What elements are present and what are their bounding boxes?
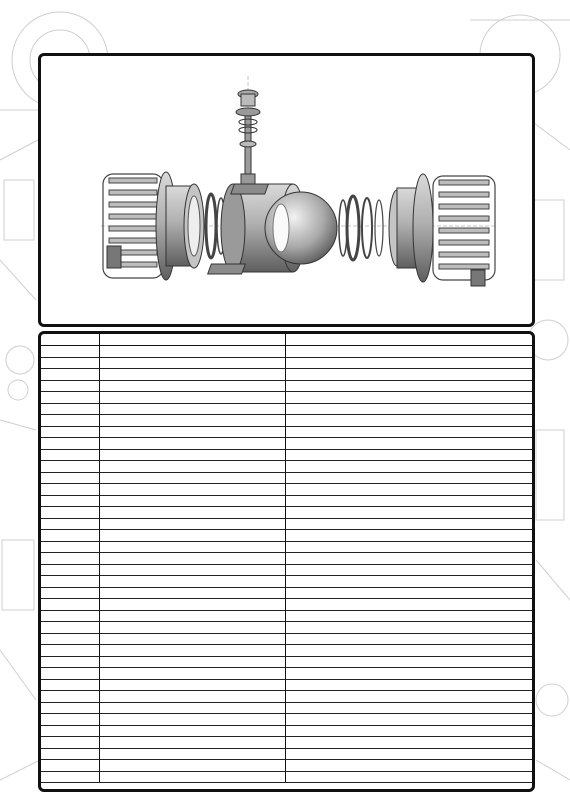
material-cell	[285, 553, 532, 565]
table-row	[41, 737, 532, 749]
item-no-cell	[41, 461, 99, 473]
exploded-view-svg	[41, 56, 532, 324]
table-row	[41, 357, 532, 369]
material-cell	[285, 622, 532, 634]
table-row	[41, 518, 532, 530]
material-cell	[285, 564, 532, 576]
header-item-no	[41, 334, 99, 346]
table-row	[41, 484, 532, 496]
table-row	[41, 369, 532, 381]
part-number-cell	[99, 415, 285, 427]
part-number-cell	[99, 702, 285, 714]
material-cell	[285, 737, 532, 749]
part-number-cell	[99, 369, 285, 381]
item-no-cell	[41, 679, 99, 691]
part-number-cell	[99, 541, 285, 553]
table-row	[41, 714, 532, 726]
item-no-cell	[41, 530, 99, 542]
table-row	[41, 346, 532, 358]
part-number-cell	[99, 449, 285, 461]
stem-assembly	[236, 90, 260, 174]
material-cell	[285, 541, 532, 553]
material-cell	[285, 449, 532, 461]
table-row	[41, 760, 532, 772]
material-cell	[285, 702, 532, 714]
table-row	[41, 564, 532, 576]
part-number-cell	[99, 553, 285, 565]
item-no-cell	[41, 714, 99, 726]
part-number-cell	[99, 771, 285, 783]
table-row	[41, 702, 532, 714]
item-no-cell	[41, 357, 99, 369]
part-number-cell	[99, 714, 285, 726]
table-row	[41, 679, 532, 691]
item-no-cell	[41, 495, 99, 507]
material-cell	[285, 346, 532, 358]
table-row	[41, 599, 532, 611]
part-number-cell	[99, 392, 285, 404]
material-cell	[285, 369, 532, 381]
item-no-cell	[41, 668, 99, 680]
table-row	[41, 541, 532, 553]
table-row	[41, 645, 532, 657]
material-cell	[285, 599, 532, 611]
left-stud-bolts	[103, 174, 163, 278]
table-row	[41, 472, 532, 484]
item-no-cell	[41, 610, 99, 622]
item-no-cell	[41, 415, 99, 427]
material-cell	[285, 495, 532, 507]
exploded-view-drawing	[38, 53, 535, 327]
part-number-cell	[99, 564, 285, 576]
right-seat-rings	[339, 196, 383, 260]
material-cell	[285, 426, 532, 438]
table-row	[41, 426, 532, 438]
part-number-cell	[99, 507, 285, 519]
item-no-cell	[41, 472, 99, 484]
material-cell	[285, 518, 532, 530]
item-no-cell	[41, 587, 99, 599]
part-number-cell	[99, 484, 285, 496]
part-number-cell	[99, 380, 285, 392]
part-number-cell	[99, 748, 285, 760]
right-end-body	[389, 174, 433, 282]
part-number-cell	[99, 691, 285, 703]
table-row	[41, 610, 532, 622]
table-row	[41, 587, 532, 599]
part-number-cell	[99, 403, 285, 415]
part-number-cell	[99, 737, 285, 749]
material-cell	[285, 380, 532, 392]
item-no-cell	[41, 553, 99, 565]
material-cell	[285, 415, 532, 427]
item-no-cell	[41, 564, 99, 576]
parts-table	[41, 334, 532, 783]
item-no-cell	[41, 392, 99, 404]
male-body	[156, 172, 204, 280]
table-row	[41, 392, 532, 404]
obturator-ball	[265, 192, 337, 264]
part-number-cell	[99, 530, 285, 542]
table-row	[41, 415, 532, 427]
header-part-number	[99, 334, 285, 346]
item-no-cell	[41, 380, 99, 392]
material-cell	[285, 530, 532, 542]
table-row	[41, 576, 532, 588]
item-no-cell	[41, 725, 99, 737]
material-cell	[285, 403, 532, 415]
part-number-cell	[99, 645, 285, 657]
item-no-cell	[41, 346, 99, 358]
item-no-cell	[41, 737, 99, 749]
material-cell	[285, 633, 532, 645]
table-row	[41, 380, 532, 392]
part-number-cell	[99, 622, 285, 634]
material-cell	[285, 679, 532, 691]
material-cell	[285, 645, 532, 657]
item-no-cell	[41, 541, 99, 553]
material-cell	[285, 587, 532, 599]
table-row	[41, 771, 532, 783]
item-no-cell	[41, 403, 99, 415]
material-cell	[285, 484, 532, 496]
material-cell	[285, 771, 532, 783]
material-cell	[285, 357, 532, 369]
item-no-cell	[41, 771, 99, 783]
material-cell	[285, 438, 532, 450]
part-number-cell	[99, 357, 285, 369]
part-number-cell	[99, 576, 285, 588]
right-stud-bolts	[433, 176, 495, 286]
material-cell	[285, 714, 532, 726]
table-header-row	[41, 334, 532, 346]
item-no-cell	[41, 691, 99, 703]
header-standard-materials	[285, 334, 532, 346]
item-no-cell	[41, 576, 99, 588]
table-row	[41, 530, 532, 542]
material-cell	[285, 656, 532, 668]
part-number-cell	[99, 495, 285, 507]
part-number-cell	[99, 633, 285, 645]
table-row	[41, 438, 532, 450]
part-number-cell	[99, 760, 285, 772]
material-cell	[285, 610, 532, 622]
part-number-cell	[99, 426, 285, 438]
table-row	[41, 668, 532, 680]
material-cell	[285, 760, 532, 772]
part-number-cell	[99, 610, 285, 622]
table-row	[41, 507, 532, 519]
table-row	[41, 449, 532, 461]
table-row	[41, 725, 532, 737]
item-no-cell	[41, 656, 99, 668]
material-cell	[285, 472, 532, 484]
material-cell	[285, 748, 532, 760]
item-no-cell	[41, 426, 99, 438]
item-no-cell	[41, 622, 99, 634]
material-cell	[285, 392, 532, 404]
part-number-cell	[99, 461, 285, 473]
item-no-cell	[41, 484, 99, 496]
item-no-cell	[41, 702, 99, 714]
material-cell	[285, 576, 532, 588]
part-number-cell	[99, 472, 285, 484]
table-row	[41, 633, 532, 645]
part-number-cell	[99, 668, 285, 680]
item-no-cell	[41, 449, 99, 461]
material-cell	[285, 691, 532, 703]
item-no-cell	[41, 438, 99, 450]
part-number-cell	[99, 725, 285, 737]
material-cell	[285, 507, 532, 519]
item-no-cell	[41, 599, 99, 611]
item-no-cell	[41, 748, 99, 760]
item-no-cell	[41, 518, 99, 530]
part-number-cell	[99, 438, 285, 450]
item-no-cell	[41, 760, 99, 772]
part-number-cell	[99, 587, 285, 599]
material-cell	[285, 725, 532, 737]
table-row	[41, 461, 532, 473]
table-row	[41, 748, 532, 760]
table-row	[41, 622, 532, 634]
table-row	[41, 691, 532, 703]
material-cell	[285, 461, 532, 473]
parts-table-body	[41, 346, 532, 783]
parts-table-frame	[38, 331, 535, 792]
table-row	[41, 495, 532, 507]
part-number-cell	[99, 679, 285, 691]
table-row	[41, 553, 532, 565]
part-number-cell	[99, 518, 285, 530]
item-no-cell	[41, 633, 99, 645]
table-row	[41, 656, 532, 668]
part-number-cell	[99, 656, 285, 668]
material-cell	[285, 668, 532, 680]
item-no-cell	[41, 507, 99, 519]
table-row	[41, 403, 532, 415]
item-no-cell	[41, 369, 99, 381]
item-no-cell	[41, 645, 99, 657]
part-number-cell	[99, 599, 285, 611]
part-number-cell	[99, 346, 285, 358]
